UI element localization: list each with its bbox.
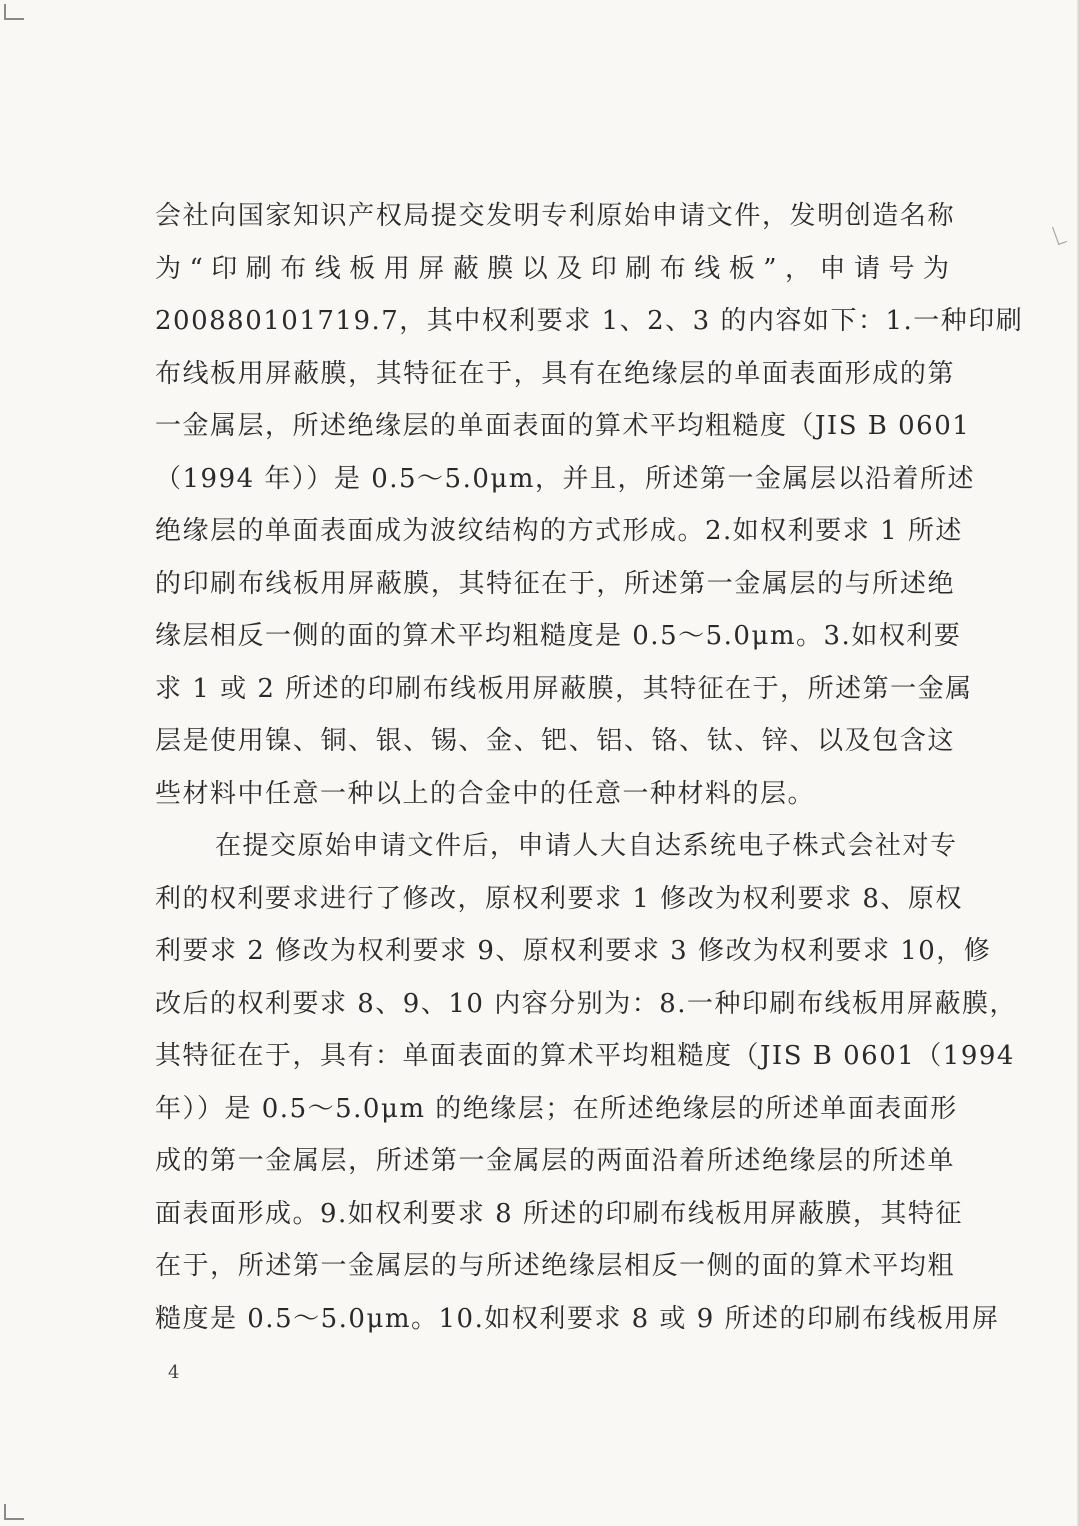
- text-line: 面表面形成。9.如权利要求 8 所述的印刷布线板用屏蔽膜，其特征: [155, 1198, 963, 1229]
- text-line: 会社向国家知识产权局提交发明专利原始申请文件，发明创造名称: [155, 201, 955, 231]
- text-line: 改后的权利要求 8、9、10 内容分别为：8.一种印刷布线板用屏蔽膜，: [155, 988, 1018, 1019]
- text-line: 布线板用屏蔽膜，其特征在于，具有在绝缘层的单面表面形成的第: [155, 358, 955, 389]
- text-line: 层是使用镍、铜、银、锡、金、钯、铝、铬、钛、锌、以及包含这: [155, 726, 955, 756]
- text-line: 的印刷布线板用屏蔽膜，其特征在于，所述第一金属层的与所述绝: [155, 568, 955, 599]
- text-line: 成的第一金属层，所述第一金属层的两面沿着所述绝缘层的所述单: [155, 1146, 955, 1176]
- text-line: 糙度是 0.5～5.0μm。10.如权利要求 8 或 9 所述的印刷布线板用屏: [155, 1303, 1000, 1334]
- body-text: [155, 190, 1024, 1345]
- crop-mark-top-left: [4, 4, 24, 20]
- crop-mark-bottom-left: [4, 1504, 24, 1520]
- text-line: 在提交原始申请文件后，申请人大自达系统电子株式会社对专: [215, 831, 958, 861]
- page-number: 4: [168, 1362, 180, 1383]
- text-line: 为“印刷布线板用屏蔽膜以及印刷布线板”，申请号为: [155, 253, 955, 284]
- text-line: 绝缘层的单面表面成为波纹结构的方式形成。2.如权利要求 1 所述: [155, 516, 963, 546]
- text-line: 求 1 或 2 所述的印刷布线板用屏蔽膜，其特征在于，所述第一金属: [155, 673, 973, 704]
- scan-mark-right: [1052, 224, 1067, 245]
- text-line: 在于，所述第一金属层的与所述绝缘层相反一侧的面的算术平均粗: [155, 1251, 955, 1281]
- text-line: 其特征在于，具有：单面表面的算术平均粗糙度（JIS B 0601（1994: [155, 1041, 1015, 1071]
- text-line: 缘层相反一侧的面的算术平均粗糙度是 0.5～5.0μm。3.如权利要: [155, 621, 962, 651]
- text-line: 一金属层，所述绝缘层的单面表面的算术平均粗糙度（JIS B 0601: [155, 411, 971, 441]
- text-line: 200880101719.7，其中权利要求 1、2、3 的内容如下：1.一种印刷: [155, 306, 1024, 336]
- text-line: 利要求 2 修改为权利要求 9、原权利要求 3 修改为权利要求 10，修: [155, 936, 992, 966]
- text-line: 利的权利要求进行了修改，原权利要求 1 修改为权利要求 8、原权: [155, 883, 963, 914]
- text-line: （1994 年））是 0.5～5.0μm，并且，所述第一金属层以沿着所述: [155, 463, 975, 494]
- text-line: 些材料中任意一种以上的合金中的任意一种材料的层。: [155, 778, 816, 809]
- text-line: 年））是 0.5～5.0μm 的绝缘层；在所述绝缘层的所述单面表面形: [155, 1093, 958, 1124]
